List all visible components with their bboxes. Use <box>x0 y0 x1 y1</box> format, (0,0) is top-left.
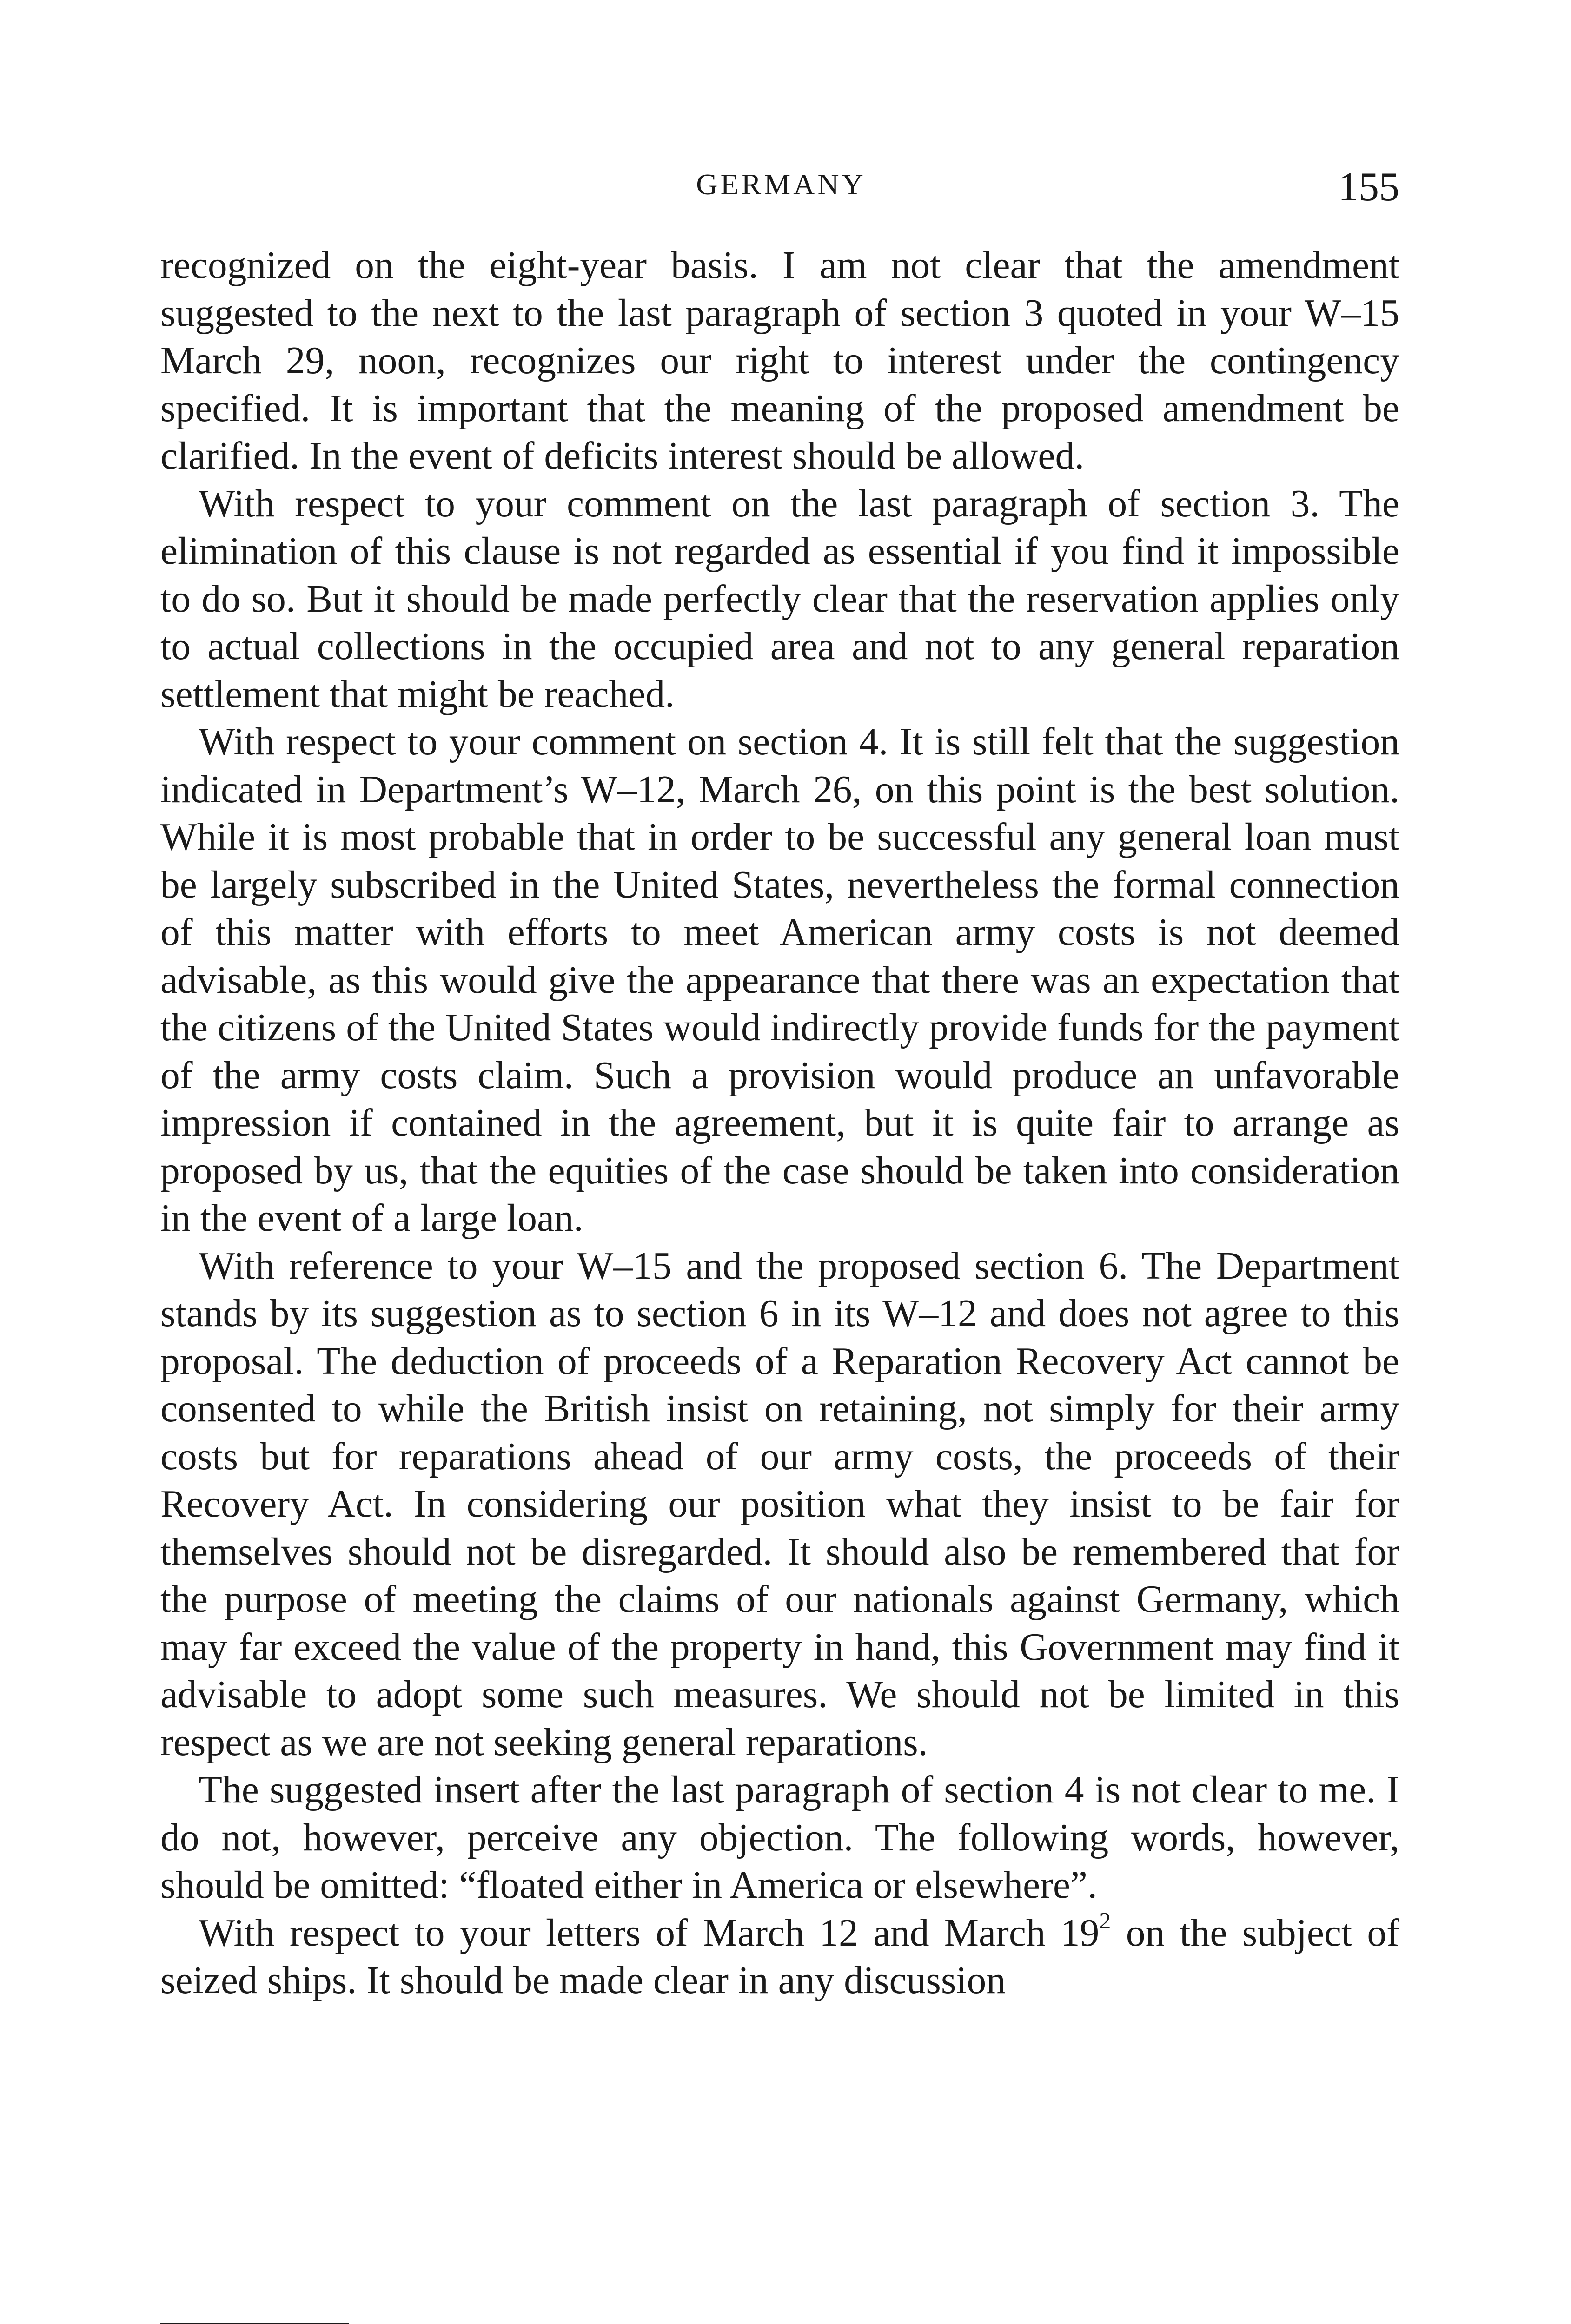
paragraph-4: With reference to your W–15 and the proposed section 6. The Department stands by its suggestion as to section 6 in its W–12 and does not agree to this proposal. The deduction of proceeds of a Reparation Recovery Act cannot be consented to while the British insist on retaining, not simply for their army costs but for reparations ahead of our army costs, the proceeds of their Recovery Act. In considering our position what they insist to be fair for themselves should not be disregarded. It should also be remembered that for the purpose of meeting the claims of our nationals against Germany, which may far exceed the value of the property in hand, this Government may find it advisable to adopt some such measures. We should not be limited in this respect as we are not seeking general reparations. <box>160 1244 1399 1764</box>
paragraph-3: With respect to your comment on section 4. It is still felt that the suggestion indicated in Department’s W–12, March 26, on this point is the best solution. While it is most probable that in order to be successful any general loan must be largely subscribed in the United States, nevertheless the formal connection of this matter with efforts to meet American army costs is not deemed advisable, as this would give the appearance that there was an expectation that the citizens of the United States would indirectly provide funds for the payment of the army costs claim. Such a provision would produce an unfavorable impression if contained in the agreement, but it is quite fair to arrange as proposed by us, that the equities of the case should be taken into consideration in the event of a large loan. <box>160 720 1399 1240</box>
paragraph-2: With respect to your comment on the last paragraph of section 3. The elimination of this clause is not regarded as essential if you find it impossible to do so. But it should be made perfectly clear that the reservation applies only to actual collections in the occupied area and not to any general reparation settlement that might be reached. <box>160 482 1399 716</box>
page-number: 155 <box>1338 165 1399 210</box>
footnote-reference: 2 <box>1099 1907 1111 1933</box>
running-head <box>163 167 1399 218</box>
paragraph-6-end: on the subject of seized ships. It should be made clear in any discussion <box>160 1911 1399 2002</box>
body-text <box>160 242 1399 2005</box>
paragraph-6 <box>160 1909 1399 2005</box>
paragraph-5: The suggested insert after the last paragraph of section 4 is not clear to me. I do not, however, perceive any objection. The following words, however, should be omitted: “floated either in America or elsewhere”. <box>160 1769 1399 1907</box>
running-title: GERMANY <box>696 168 866 201</box>
paragraph-1: recognized on the eight-year basis. I am not clear that the amendment suggested to the next to the last paragraph of section 3 quoted in your W–15 March 29, noon, recognizes our right to interest under the contingency specified. It is important that the meaning of the proposed amendment be clarified. In the event of deficits interest should be allowed. <box>160 244 1399 477</box>
paragraph-6-start: With respect to your letters of March 12 and March 19 <box>199 1911 1100 1954</box>
